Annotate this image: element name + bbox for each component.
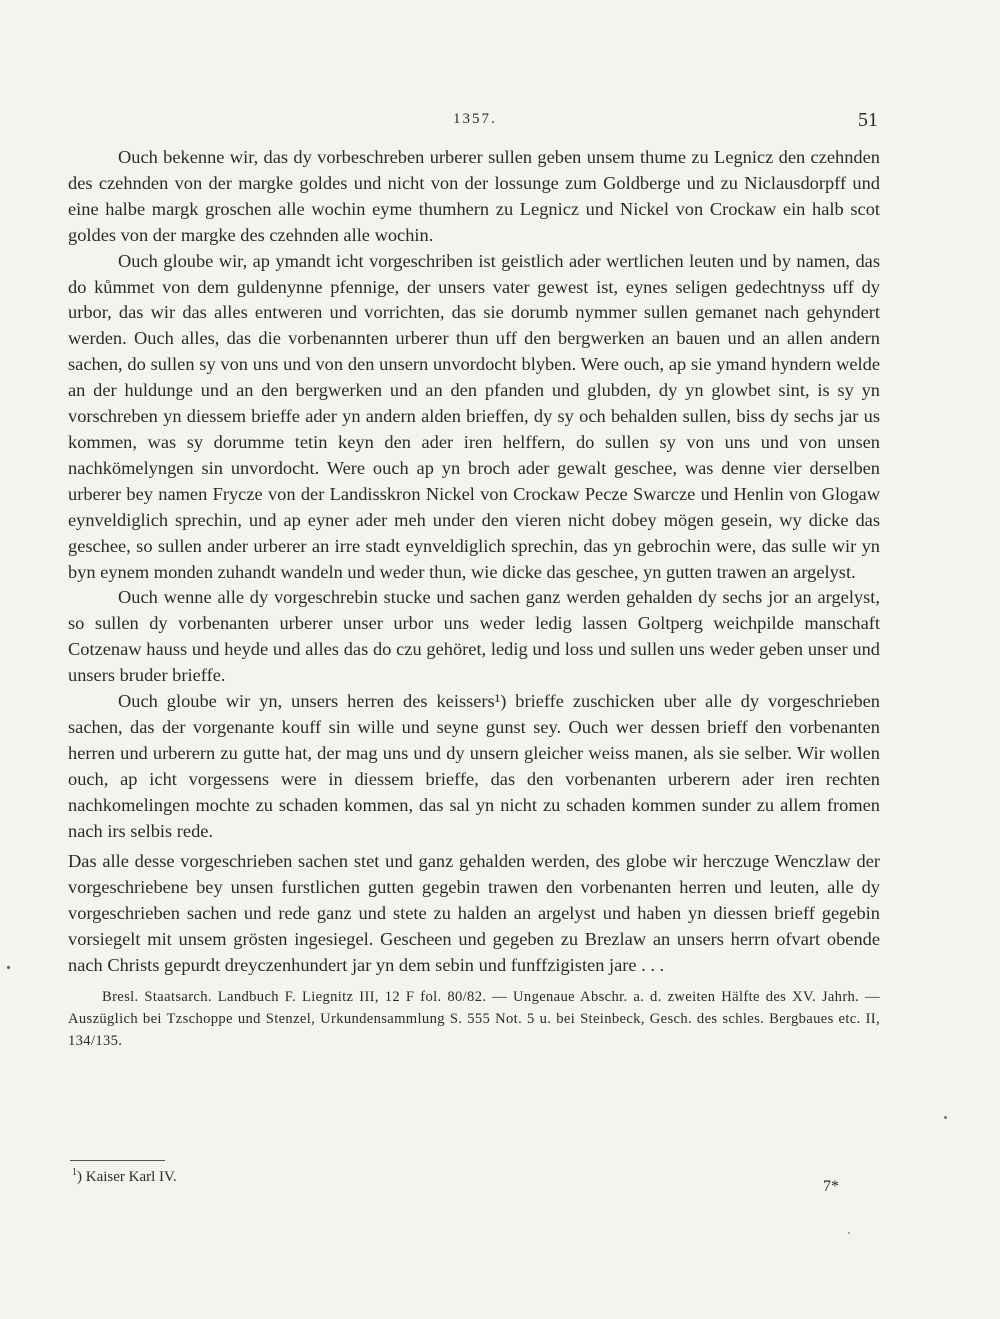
footnote — [72, 1167, 177, 1186]
footnote-marker: 1 — [72, 1167, 77, 1178]
printer-signature-mark: 7* — [823, 1178, 839, 1195]
paper-spot — [944, 1116, 947, 1119]
footnote-divider — [70, 1160, 165, 1161]
paragraph: Ouch gloube wir, ap ymandt icht vorgeschriben ist geistlich ader wertlichen leuten und by namen, das do kůmmet von dem guldenynne pfennige, der unsers vater gewest ist, eynes seligen gedechtnyss uff dy urbor, das wir das alles entweren und vorrichten, das sie dorumb nymmer sullen gemanet nach gehyndert werden. Ouch alles, das die vorbenannten urberer thun uff den bergwerken an bauen und an allen andern sachen, do sullen sy von uns und von den unsern unvordocht blyben. Were ouch, ap sie ymand hyndern welde an der huldunge und an den bergwerken und an den pfanden und glubden, dy yn glowbet sint, is sy yn vorschreben yn diessem brieffe ader yn andern alden brieffen, dy sy och behalden sullen, biss dy sechs jar us kommen, was sy dorumme tetin keyn den ader iren helffern, do sullen sy von uns und von unsen nachkömelyngen sin unvordocht. Were ouch ap yn broch ader gewalt geschee, was denne vier derselben urberer bey namen Frycze von der Landisskron Nickel von Crockaw Pecze Swarcze und Henlin von Glogaw eynveldiglich sprechin, und ap eyner ader meh under den vieren nicht dobey mögen gesein, wy dicke das geschee, so sullen ander urberer an irre stadt eynveldiglich sprechin, das yn gebrochin were, das sulle wir yn byn eynem monden zuhandt wandeln und weder thun, wie dicke das geschee, yn gutten trawen an argelyst. — [68, 250, 880, 582]
paragraph: Ouch gloube wir yn, unsers herren des keissers¹) brieffe zuschicken uber alle dy vorgeschrieben sachen, das der vorgenante kouff sin wille und seyne gunst sey. Ouch wer dessen brieff den vorbenanten herren und urberern zu gutte hat, der mag uns und dy unsern gleicher weiss manen, als sie selber. Wir wollen ouch, ap icht vorgessens were in diessem brieffe, das den vorbenanten urberern ader iren rechten nachkomelingen mochte zu schaden kommen, das sal yn nicht zu schaden kommen sunder zu allem fromen nach irs selbis rede. — [68, 691, 880, 841]
page-number: 51 — [858, 109, 878, 131]
footnote-text: ) Kaiser Karl IV. — [77, 1169, 177, 1185]
document-body — [68, 145, 880, 1052]
paragraph: Ouch wenne alle dy vorgeschrebin stucke und sachen ganz werden gehalden dy sechs jor an argelyst, so sullen dy vorbenanten urberer unser urbor uns weder ledig lassen Goltperg weichpilde manschaft Cotzenaw hauss und heyde und alles das do czu gehöret, ledig und loss und sullen uns weder geben unser und unsers bruder brieffe. — [68, 587, 880, 686]
paper-spot — [7, 966, 10, 969]
page-year: 1357. — [453, 111, 497, 127]
running-head — [0, 111, 1000, 135]
closing-paragraph: Das alle desse vorgeschrieben sachen stet und ganz gehalden werden, des globe wir herczuge Wenczlaw der vorgeschriebene bey unsen furstlichen gutten gegebin trawen den vorbenanten herren und leuten, alle dy vorgeschrieben sachen und rede ganz und stete zu halden an argelyst und haben yn diessen brieff gegebin vorsiegelt mit unsem grösten ingesiegel. Gescheen und gegeben zu Brezlaw an unsers herrn ofvart obende nach Christs gepurdt dreyczenhundert jar yn dem sebin und funffzigisten jare . . . — [68, 851, 880, 976]
paragraph: Ouch bekenne wir, das dy vorbeschreben urberer sullen geben unsem thume zu Legnicz den czehnden des czehnden von der margke goldes und nicht von der lossunge zum Goldberge und zu Niclausdorpff und eine halbe margk groschen alle wochin eyme thumhern zu Legnicz und Nickel von Crockaw ein halb scot goldes von der margke des czehnden alle wochin. — [68, 147, 880, 245]
paper-spot — [848, 1232, 850, 1234]
source-note: Bresl. Staatsarch. Landbuch F. Liegnitz III, 12 F fol. 80/82. — Ungenaue Abschr. a. d. zweiten Hälfte des XV. Jahrh. — Auszüglich bei Tzschoppe und Stenzel, Urkundensammlung S. 555 Not. 5 u. bei Steinbeck, Gesch. des schles. Bergbaues etc. II, 134/135. — [68, 989, 880, 1049]
